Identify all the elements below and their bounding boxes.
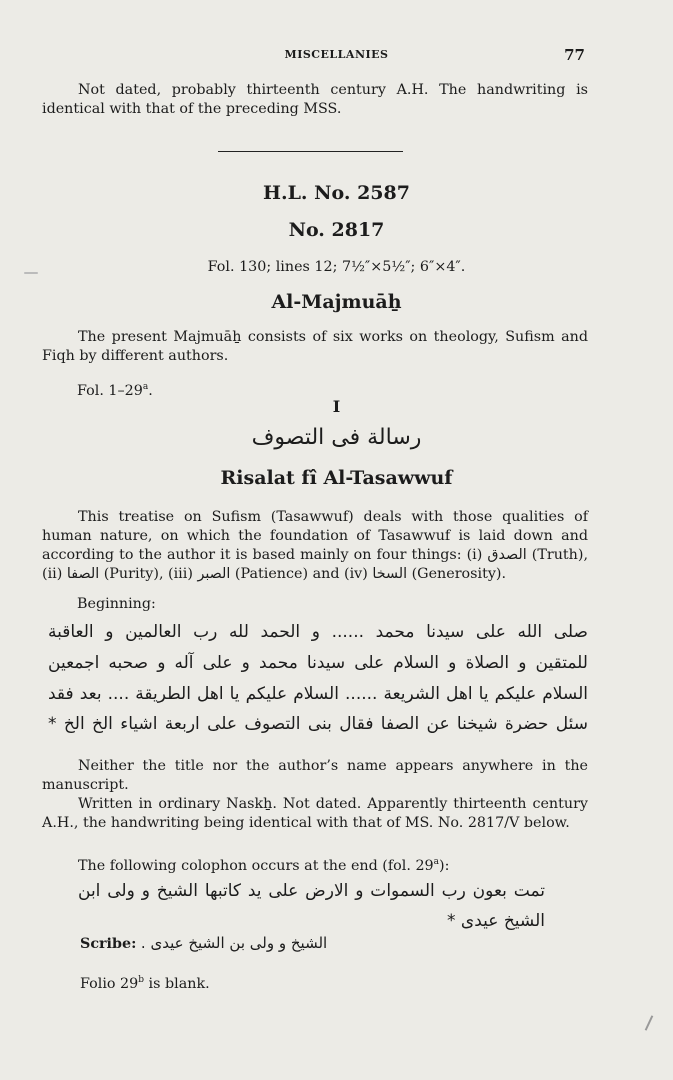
folio-range-end: . [148,382,153,399]
term-generosity-arabic: السخا [372,566,408,582]
scribe-line [80,934,480,954]
blank-note-pre: Folio 29 [80,975,139,992]
beginning-line-4: سئل حضرة شیخنا عن الصفا فقال بنی التصوف علی اربعة اشیاء الخ الخ * [48,714,588,734]
work-title: Risalat fî Al-Tasawwuf [220,467,453,489]
beginning-line-1: صلی الله علی سیدنا محمد ...... و الحمد لله رب العالمین و العاقبة [48,622,588,642]
blank-note-post: is blank. [144,975,210,992]
margin-mark [24,272,38,274]
scribe-label: Scribe: [80,936,137,952]
intro-paragraph [42,81,588,119]
desc-part-1: This treatise on Sufism (Tasawwuf) deals with those qualities of human nature, on which the foundation of Tasawwuf is laid down and according to the author it is based mainly on four things: (i) [42,509,588,563]
margin-scratch [645,1015,654,1030]
term-purity-arabic: الصفا [66,566,100,582]
desc-part-2: (Truth), (ii) [42,547,588,582]
term-patience-arabic: الصبر [197,566,231,582]
folio-range-text: Fol. 1–29 [77,382,143,399]
note-title-author: Neither the title nor the author’s name appears anywhere in the manuscript. [42,758,588,793]
term-truth-arabic: الصدق [487,547,527,563]
folio-blank-note [80,971,480,994]
beginning-line-3: السلام علیکم یا اهل الشریعة ...... السلام علیکم یا اهل الطریقة .... بعد فقد [48,684,588,704]
beginning-line-2: للمتقین و الصلاة و السلام علی سیدنا محمد و علی آله و صحبه اجمعین [48,653,588,673]
colophon-intro [42,853,588,876]
colophon-line-1: تمت بعون رب السموات و الارض علی ید کاتبها الشیخ و ولی ابن [78,881,545,901]
work-collection-title: Al-Majmuāẖ [271,291,402,313]
work-numeral: I [332,397,341,416]
colophon-line-2: الشیخ عیدی * [447,911,545,931]
desc-part-3: (Purity), (iii) [99,566,198,582]
section-divider [218,151,403,152]
blank-note-sup: b [138,975,145,985]
work-description [42,508,588,584]
note-script-date: Written in ordinary Naskẖ. Not dated. Apparently thirteenth century A.H., the handwriting being identical with that of MS. No. 2817/V below. [42,796,588,831]
folio-range-sup: a [142,382,149,392]
desc-part-4: (Patience) and (iv) [230,566,373,582]
colophon-intro-end: ): [439,857,450,874]
colophon-intro-text: The following colophon occurs at the end (fol. 29 [78,857,434,874]
scribe-name-arabic: الشیخ و ولی بن الشیخ عیدی . [140,934,328,952]
collation-line: Fol. 130; lines 12; 7½″×5½″; 6″×4″. [207,259,466,275]
hl-number-heading: H.L. No. 2587 [263,182,410,204]
work-title-arabic: رسالة فی التصوف [251,425,422,450]
intro-line-2: identical with that of the preceding MSS. [42,101,342,117]
page-number: 77 [564,46,585,64]
intro-line-1: Not dated, probably thirteenth century A.H. The handwriting is [78,82,588,98]
desc-part-5: (Generosity). [407,566,507,582]
colophon-intro-sup: a [433,857,440,867]
collection-description: The present Majmuāẖ consists of six works on theology, Sufism and Fiqh by different authors. [42,329,588,364]
beginning-label: Beginning: [77,596,156,612]
running-title: MISCELLANIES [284,48,389,61]
ms-number-heading: No. 2817 [288,219,385,241]
